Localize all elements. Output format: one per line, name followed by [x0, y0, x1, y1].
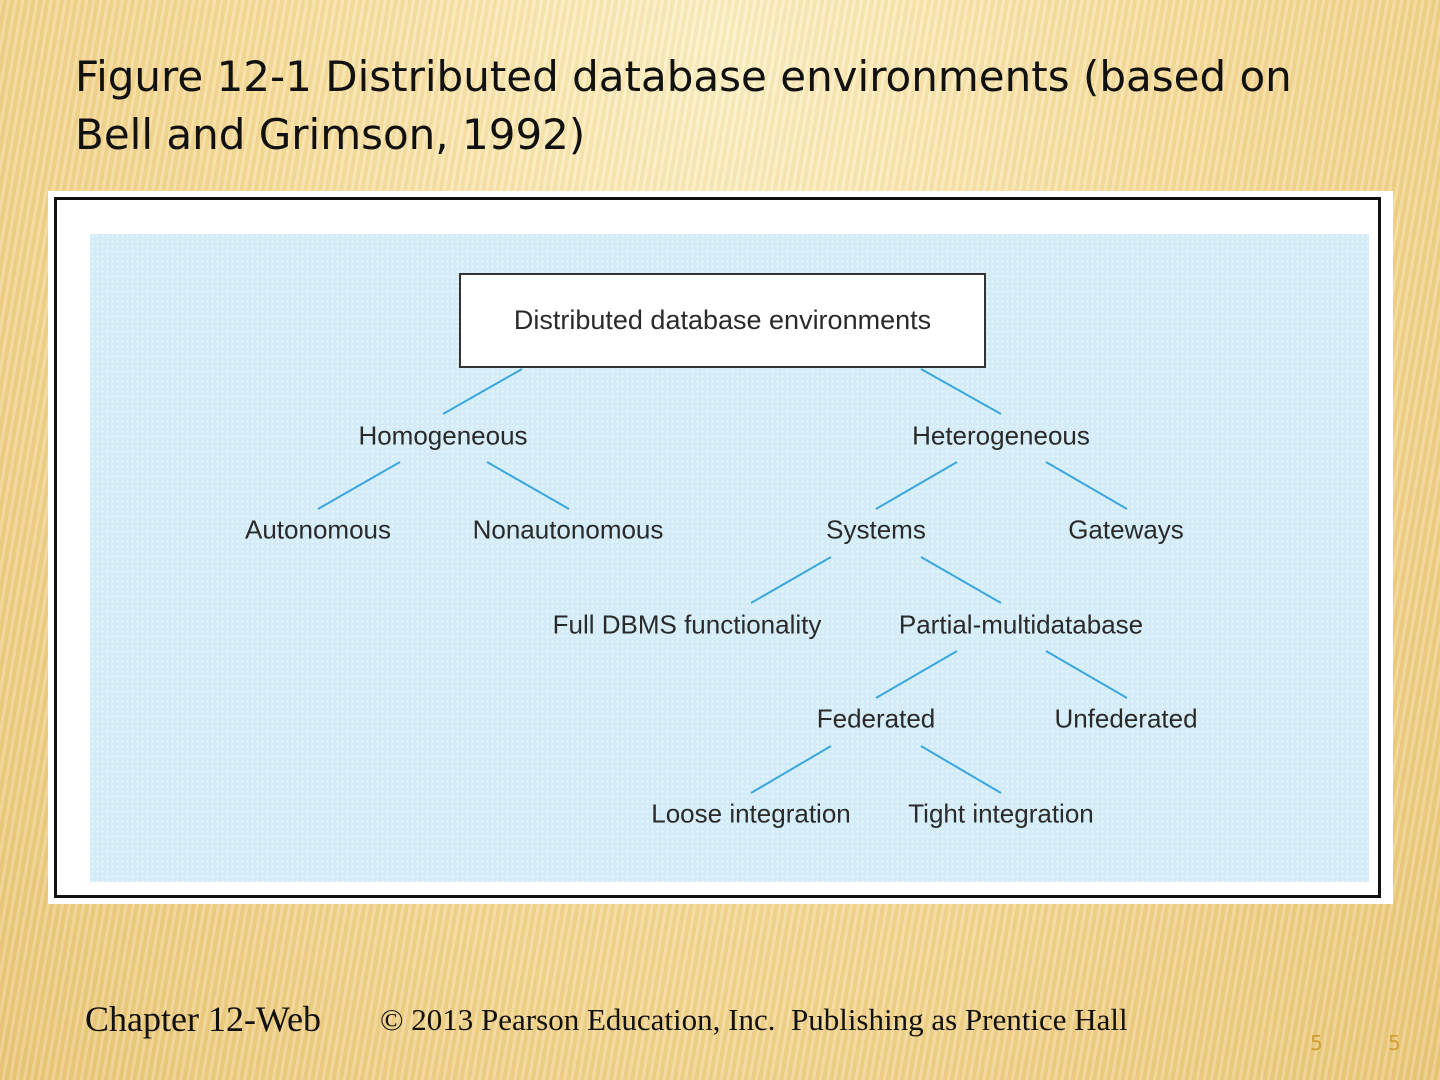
edge-federated-loose	[751, 746, 831, 793]
node-heterogeneous: Heterogeneous	[912, 420, 1090, 451]
node-loose-integration: Loose integration	[651, 798, 851, 829]
footer-copyright: © 2013 Pearson Education, Inc. Publishing as Prentice Hall	[380, 1002, 1128, 1037]
edge-federated-tight	[921, 746, 1001, 793]
edge-partial-federated	[876, 651, 957, 698]
edge-root-heterogeneous	[921, 369, 1001, 414]
edge-systems-full-dbms	[751, 557, 831, 603]
node-systems: Systems	[826, 514, 926, 545]
node-gateways: Gateways	[1068, 514, 1184, 545]
root-node-label: Distributed database environments	[513, 305, 932, 335]
edge-homogeneous-autonomous	[318, 462, 400, 509]
slide-title: Figure 12-1 Distributed database environments (based on Bell and Grimson, 1992)	[75, 52, 1292, 159]
node-homogeneous: Homogeneous	[358, 420, 528, 451]
node-partial-multidatabase: Partial-multidatabase	[898, 609, 1144, 640]
node-full-dbms: Full DBMS functionality	[552, 609, 822, 640]
edge-heterogeneous-systems	[876, 462, 957, 509]
edge-root-homogeneous	[443, 369, 522, 414]
edge-systems-partial	[921, 557, 1001, 603]
node-tight-integration: Tight integration	[908, 798, 1094, 829]
edge-homogeneous-nonautonomous	[487, 462, 569, 509]
edge-heterogeneous-gateways	[1046, 462, 1127, 509]
root-node	[459, 273, 986, 368]
edge-partial-unfederated	[1046, 651, 1127, 698]
node-nonautonomous: Nonautonomous	[472, 514, 664, 545]
page-number-right: 5	[1388, 1031, 1401, 1055]
node-autonomous: Autonomous	[245, 514, 391, 545]
footer-chapter: Chapter 12-Web	[85, 999, 322, 1039]
node-federated: Federated	[816, 703, 936, 734]
node-unfederated: Unfederated	[1054, 703, 1198, 734]
page-number-left: 5	[1310, 1031, 1323, 1055]
